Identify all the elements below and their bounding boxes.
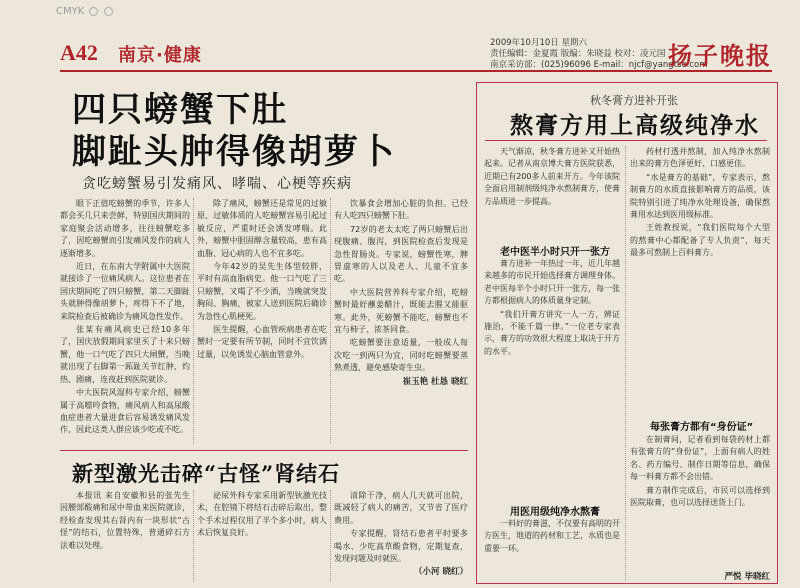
paragraph: 中大医院营养科专家介绍，吃螃蟹时最好蘸姜醋汁，既能去腥又能驱寒。此外，死螃蟹不能吃，螃蟹也不宜与柿子、浓茶同食。 bbox=[334, 287, 468, 335]
sidebar-title-rule bbox=[485, 140, 767, 141]
sidebar-title: 熬膏方用上高级纯净水 bbox=[510, 112, 760, 139]
sidebar-column-1-body bbox=[484, 258, 620, 448]
newspaper-logo: 扬子晚报 bbox=[668, 41, 772, 70]
sidebar-byline: 严悦 毕晓红 bbox=[724, 572, 770, 582]
article2-column-3 bbox=[334, 490, 468, 584]
column-divider bbox=[330, 490, 331, 582]
sidebar-column-2-tail bbox=[630, 434, 770, 572]
article1-byline: 崔玉艳 杜恳 晓红 bbox=[402, 376, 468, 387]
article-separator bbox=[60, 450, 468, 451]
paragraph: 除了痛风，螃蟹还是常见的过敏原，过敏体质的人吃螃蟹容易引起过敏反应，严重时还会诱发哮喘。此外，螃蟹中胆固醇含量较高，患有高血脂、冠心病的人也不宜多吃。 bbox=[197, 199, 327, 258]
date-line: 2009年10月10日 星期六 bbox=[490, 38, 587, 48]
print-color-marks bbox=[56, 6, 113, 17]
paragraph: 清除干净，病人几天就可出院，既减轻了病人的痛苦，又节省了医疗费用。 bbox=[334, 491, 468, 525]
article2-byline: （小河 晓红） bbox=[414, 567, 468, 578]
registration-dot bbox=[104, 7, 113, 16]
paragraph: 在制膏间，记者看到每袋药材上都有张膏方的“身份证”，上面有病人的姓名、药方编号、制作日期等信息，确保每一料膏方都不会出错。 bbox=[630, 435, 770, 482]
column-divider bbox=[193, 490, 194, 582]
paragraph: 今年42岁的吴先生体型较胖，平时有高血脂病史。他一口气吃了三只螃蟹，又喝了不少酒，当晚就突发胸闷、胸痛，被家人送到医院后确诊为急性心肌梗死。 bbox=[197, 262, 327, 321]
paragraph: “水是膏方的基础”，专家表示，熬制膏方的水质直接影响膏方的品质，该院特别引进了纯净水处理设备，确保熬膏用水达到医用级标准。 bbox=[630, 172, 770, 220]
editor-line: 责任编辑：金夏霞 版编：朱晓益 校对：凌元国 bbox=[490, 49, 666, 59]
contact-line: 南京采访部：(025)96096 E-mail：njcf@yangtse.com bbox=[490, 60, 708, 70]
paragraph: 一料好的膏滋，不仅要有高明的开方医生，地道的药材和工艺，水质也是重要一环。 bbox=[484, 519, 620, 553]
section-name: 南京·健康 bbox=[118, 45, 202, 66]
paragraph: 医生提醒，心血管疾病患者在吃蟹时一定要有所节制，同时不宜饮酒过量，以免诱发心脑血管意外。 bbox=[197, 325, 327, 359]
sidebar-subtitle-1: 老中医半小时只开一张方 bbox=[500, 247, 610, 258]
registration-dot bbox=[89, 7, 98, 16]
paragraph: 72岁的老太太吃了两只螃蟹后出现腹痛、腹泻，到医院检查后发现是急性胃肠炎。专家说，螃蟹性寒，脾胃虚寒的人以及老人、儿童不宜多吃。 bbox=[334, 224, 468, 284]
sidebar-subtitle-2: 用医用级纯净水熬膏 bbox=[510, 507, 600, 518]
article-subhead: 贪吃螃蟹易引发痛风、哮喘、心梗等疾病 bbox=[82, 176, 352, 192]
paragraph: 本报讯 来自安徽和县的张先生因腰部酸痛和尿中带血来医院就诊，经检查发现其右肾内有一块形状“古怪”的结石，位置特殊，普通碎石方法难以处理。 bbox=[60, 491, 190, 550]
sidebar-column-1-intro bbox=[484, 146, 620, 241]
column-divider bbox=[625, 146, 626, 580]
paragraph: 药材打透并熬制，加入纯净水熬制出来的膏方色泽更好、口感更佳。 bbox=[630, 147, 770, 169]
sidebar-kicker: 秋冬膏方进补开张 bbox=[590, 94, 678, 107]
paragraph: 膏方进补一年热过一年，近几年越来越多的市民开始选择膏方调理身体。老中医每半个小时只开一张方，每一张方都根据病人的体质量身定制。 bbox=[484, 259, 620, 306]
paragraph: 眼下正值吃螃蟹的季节，许多人都会买几只来尝鲜，特别国庆期间的家庭聚会活动增多，往往螃蟹吃多了，因吃螃蟹而引发痛风发作的病人逐渐增多。 bbox=[60, 199, 190, 258]
page-number: A42 bbox=[60, 40, 98, 65]
article1-column-3 bbox=[334, 198, 468, 446]
article1-column-2 bbox=[197, 198, 327, 446]
sidebar-column-1-tail bbox=[484, 518, 620, 582]
article1-column-1 bbox=[60, 198, 190, 446]
article-headline-line2: 脚趾头肿得像胡萝卜 bbox=[72, 132, 396, 172]
paragraph: 饮暴食会增加心脏的负担。已经有人吃四只螃蟹下肚。 bbox=[334, 199, 468, 221]
paragraph: 天气渐凉，秋冬膏方进补又开始热起来。记者从南京博大膏方医院获悉，近期已有200多人前来开方。今年该院全面启用制剂级纯净水熬制膏方，使膏方品质进一步提高。 bbox=[484, 147, 620, 206]
paragraph: 吃螃蟹要注意适量，一般成人每次吃一到两只为宜，同时吃螃蟹要蒸熟煮透，避免感染寄生虫。 bbox=[334, 338, 468, 373]
paragraph: 张某有痛风病史已经10多年了，国庆放假期间家里买了十来只螃蟹，他一口气吃了四只大闸蟹，当晚就出现了右脚第一跖趾关节红肿、灼热、剧痛，连夜赶到医院就诊。 bbox=[60, 325, 190, 384]
paragraph: 膏方制作完成后，市民可以选择到医院取膏，也可以选择送货上门。 bbox=[630, 485, 770, 508]
column-divider bbox=[330, 198, 331, 444]
page-header bbox=[60, 36, 772, 72]
paragraph: 专家提醒，肾结石患者平时要多喝水、少吃高草酸食物，定期复查，发现问题及时就医。 bbox=[334, 529, 468, 564]
article2-column-2 bbox=[197, 490, 327, 584]
column-divider bbox=[193, 198, 194, 444]
paragraph: 中大医院风湿科专家介绍，螃蟹属于高嘌呤食物，痛风病人和高尿酸血症患者大量进食后容易诱发痛风发作，因此这类人群应该少吃或不吃。 bbox=[60, 388, 190, 435]
print-marks-label: CMYK bbox=[56, 6, 85, 17]
article2-headline: 新型激光击碎“古怪”肾结石 bbox=[72, 461, 341, 486]
sidebar-column-2 bbox=[630, 146, 770, 412]
paragraph: “我们开膏方讲究一人一方，辨证施治，不能千篇一律。”一位老专家表示，膏方的功效很大程度上取决于开方的水平。 bbox=[484, 309, 620, 356]
article2-column-1 bbox=[60, 490, 190, 584]
paragraph: 近日，在东南大学附属中大医院就接诊了一位痛风病人。这位患者在国庆期间吃了四只螃蟹，第二天脚趾头就肿得像胡萝卜，疼得下不了地，来院检查后被确诊为痛风急性发作。 bbox=[60, 262, 190, 321]
paragraph: 泌尿外科专家采用新型钬激光技术，在腔镜下将结石击碎后取出，整个手术过程仅用了半个多小时，病人术后恢复良好。 bbox=[197, 491, 327, 538]
sidebar-subtitle-3: 每张膏方都有“身份证” bbox=[650, 422, 754, 433]
paragraph: 王姓教授说，“我们医院每个大型的熬膏中心都配备了专人负责”，每天最多可熬制上百料膏方。 bbox=[630, 223, 770, 258]
article-headline-line1: 四只螃蟹下肚 bbox=[72, 90, 288, 130]
